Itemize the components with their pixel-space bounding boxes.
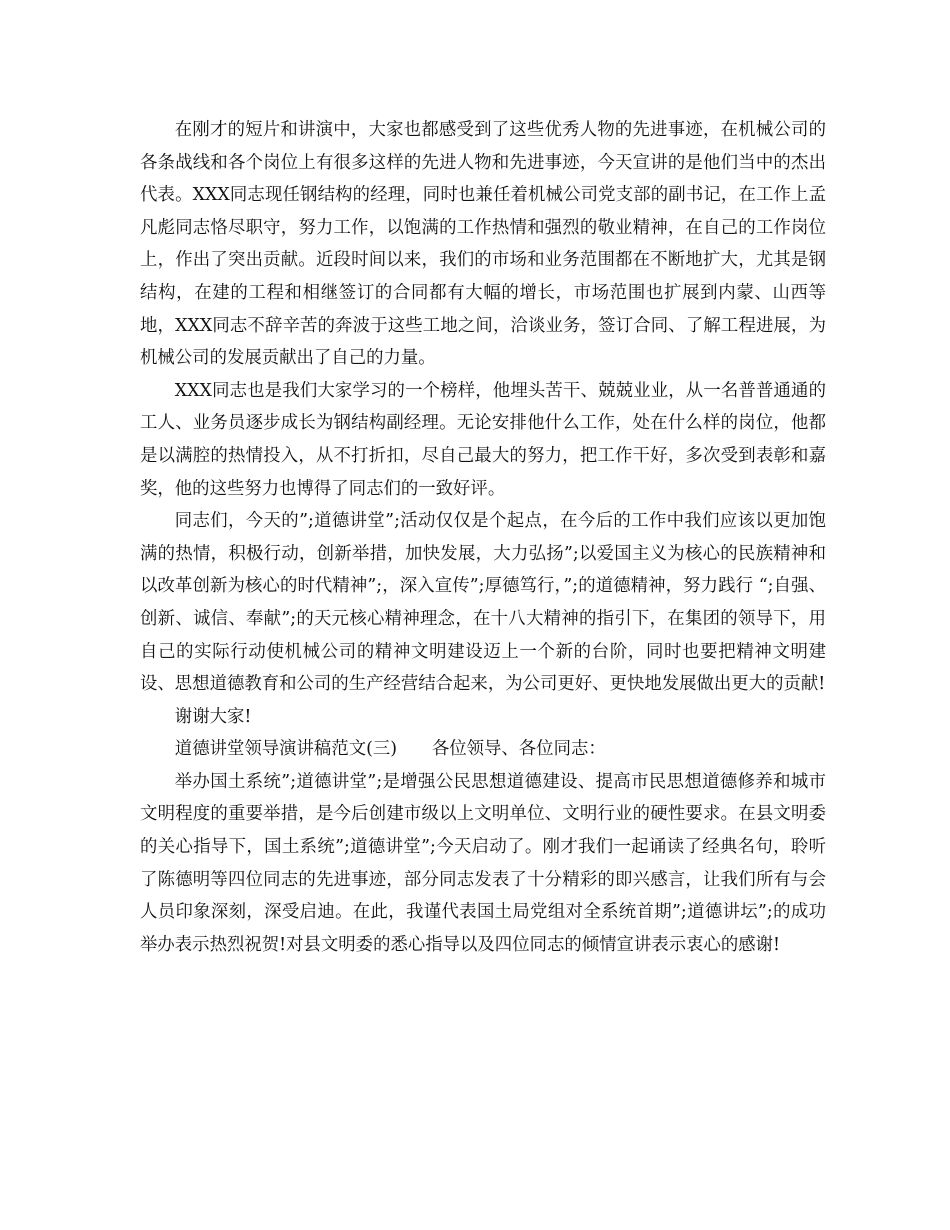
paragraph-6: 举办国土系统”;道德讲堂”;是增强公民思想道德建设、提高市民思想道德修养和城市文明程度的重要举措，是今后创建市级以上文明单位、文明行业的硬性要求。在县文明委的关心指导下，国土系统”;道德讲堂”;今天启动了。刚才我们一起诵读了经典名句，聆听了陈德明等四位同志的先进事迹，部分同志发表了十分精彩的即兴感言，让我们所有与会人员印象深刻，深受启迪。在此，我谨代表国土局党组对全系统首期”;道德讲坛”;的成功举办表示热烈祝贺!对县文明委的悉心指导以及四位同志的倾情宣讲表示衷心的感谢! bbox=[140, 771, 826, 955]
paragraph-3: 同志们，今天的”;道德讲堂”;活动仅仅是个起点，在今后的工作中我们应该以更加饱满的热情，积极行动，创新举措，加快发展，大力弘扬”;以爱国主义为核心的民族精神和以改革创新为核心的时代精神”;，深入宣传”;厚德笃行，”;的道德精神，努力践行 “;自强、创新、诚信、奉献”;的天元核心精神理念，在十八大精神的指引下，在集团的领导下，用自己的实际行动使机械公司的精神文明建设迈上一个新的台阶，同时也要把精神文明建设、思想道德教育和公司的生产经营结合起来，为公司更好、更快地发展做出更大的贡献! bbox=[140, 511, 826, 695]
paragraph-5-heading: 道德讲堂领导演讲稿范文(三) 各位领导、各位同志： bbox=[174, 739, 606, 760]
paragraph-2: XXX同志也是我们大家学习的一个榜样，他埋头苦干、兢兢业业，从一名普普通通的工人、业务员逐步成长为钢结构副经理。无论安排他什么工作，处在什么样的岗位，他都是以满腔的热情投入，从不打折扣，尽自己最大的努力，把工作干好，多次受到表彰和嘉奖，他的这些努力也博得了同志们的一致好评。 bbox=[140, 380, 826, 499]
document-body bbox=[140, 114, 826, 961]
paragraph-4: 谢谢大家! bbox=[174, 706, 252, 727]
paragraph-1: 在刚才的短片和讲演中，大家也都感受到了这些优秀人物的先进事迹，在机械公司的各条战线和各个岗位上有很多这样的先进人物和先进事迹，今天宣讲的是他们当中的杰出代表。XXX同志现任钢结构的经理，同时也兼任着机械公司党支部的副书记，在工作上孟凡彪同志恪尽职守，努力工作，以饱满的工作热情和强烈的敬业精神，在自己的工作岗位上，作出了突出贡献。近段时间以来，我们的市场和业务范围都在不断地扩大，尤其是钢结构，在建的工程和相继签订的合同都有大幅的增长，市场范围也扩展到内蒙、山西等地，XXX同志不辞辛苦的奔波于这些工地之间，洽谈业务，签订合同、了解工程进展，为机械公司的发展贡献出了自己的力量。 bbox=[140, 120, 826, 369]
